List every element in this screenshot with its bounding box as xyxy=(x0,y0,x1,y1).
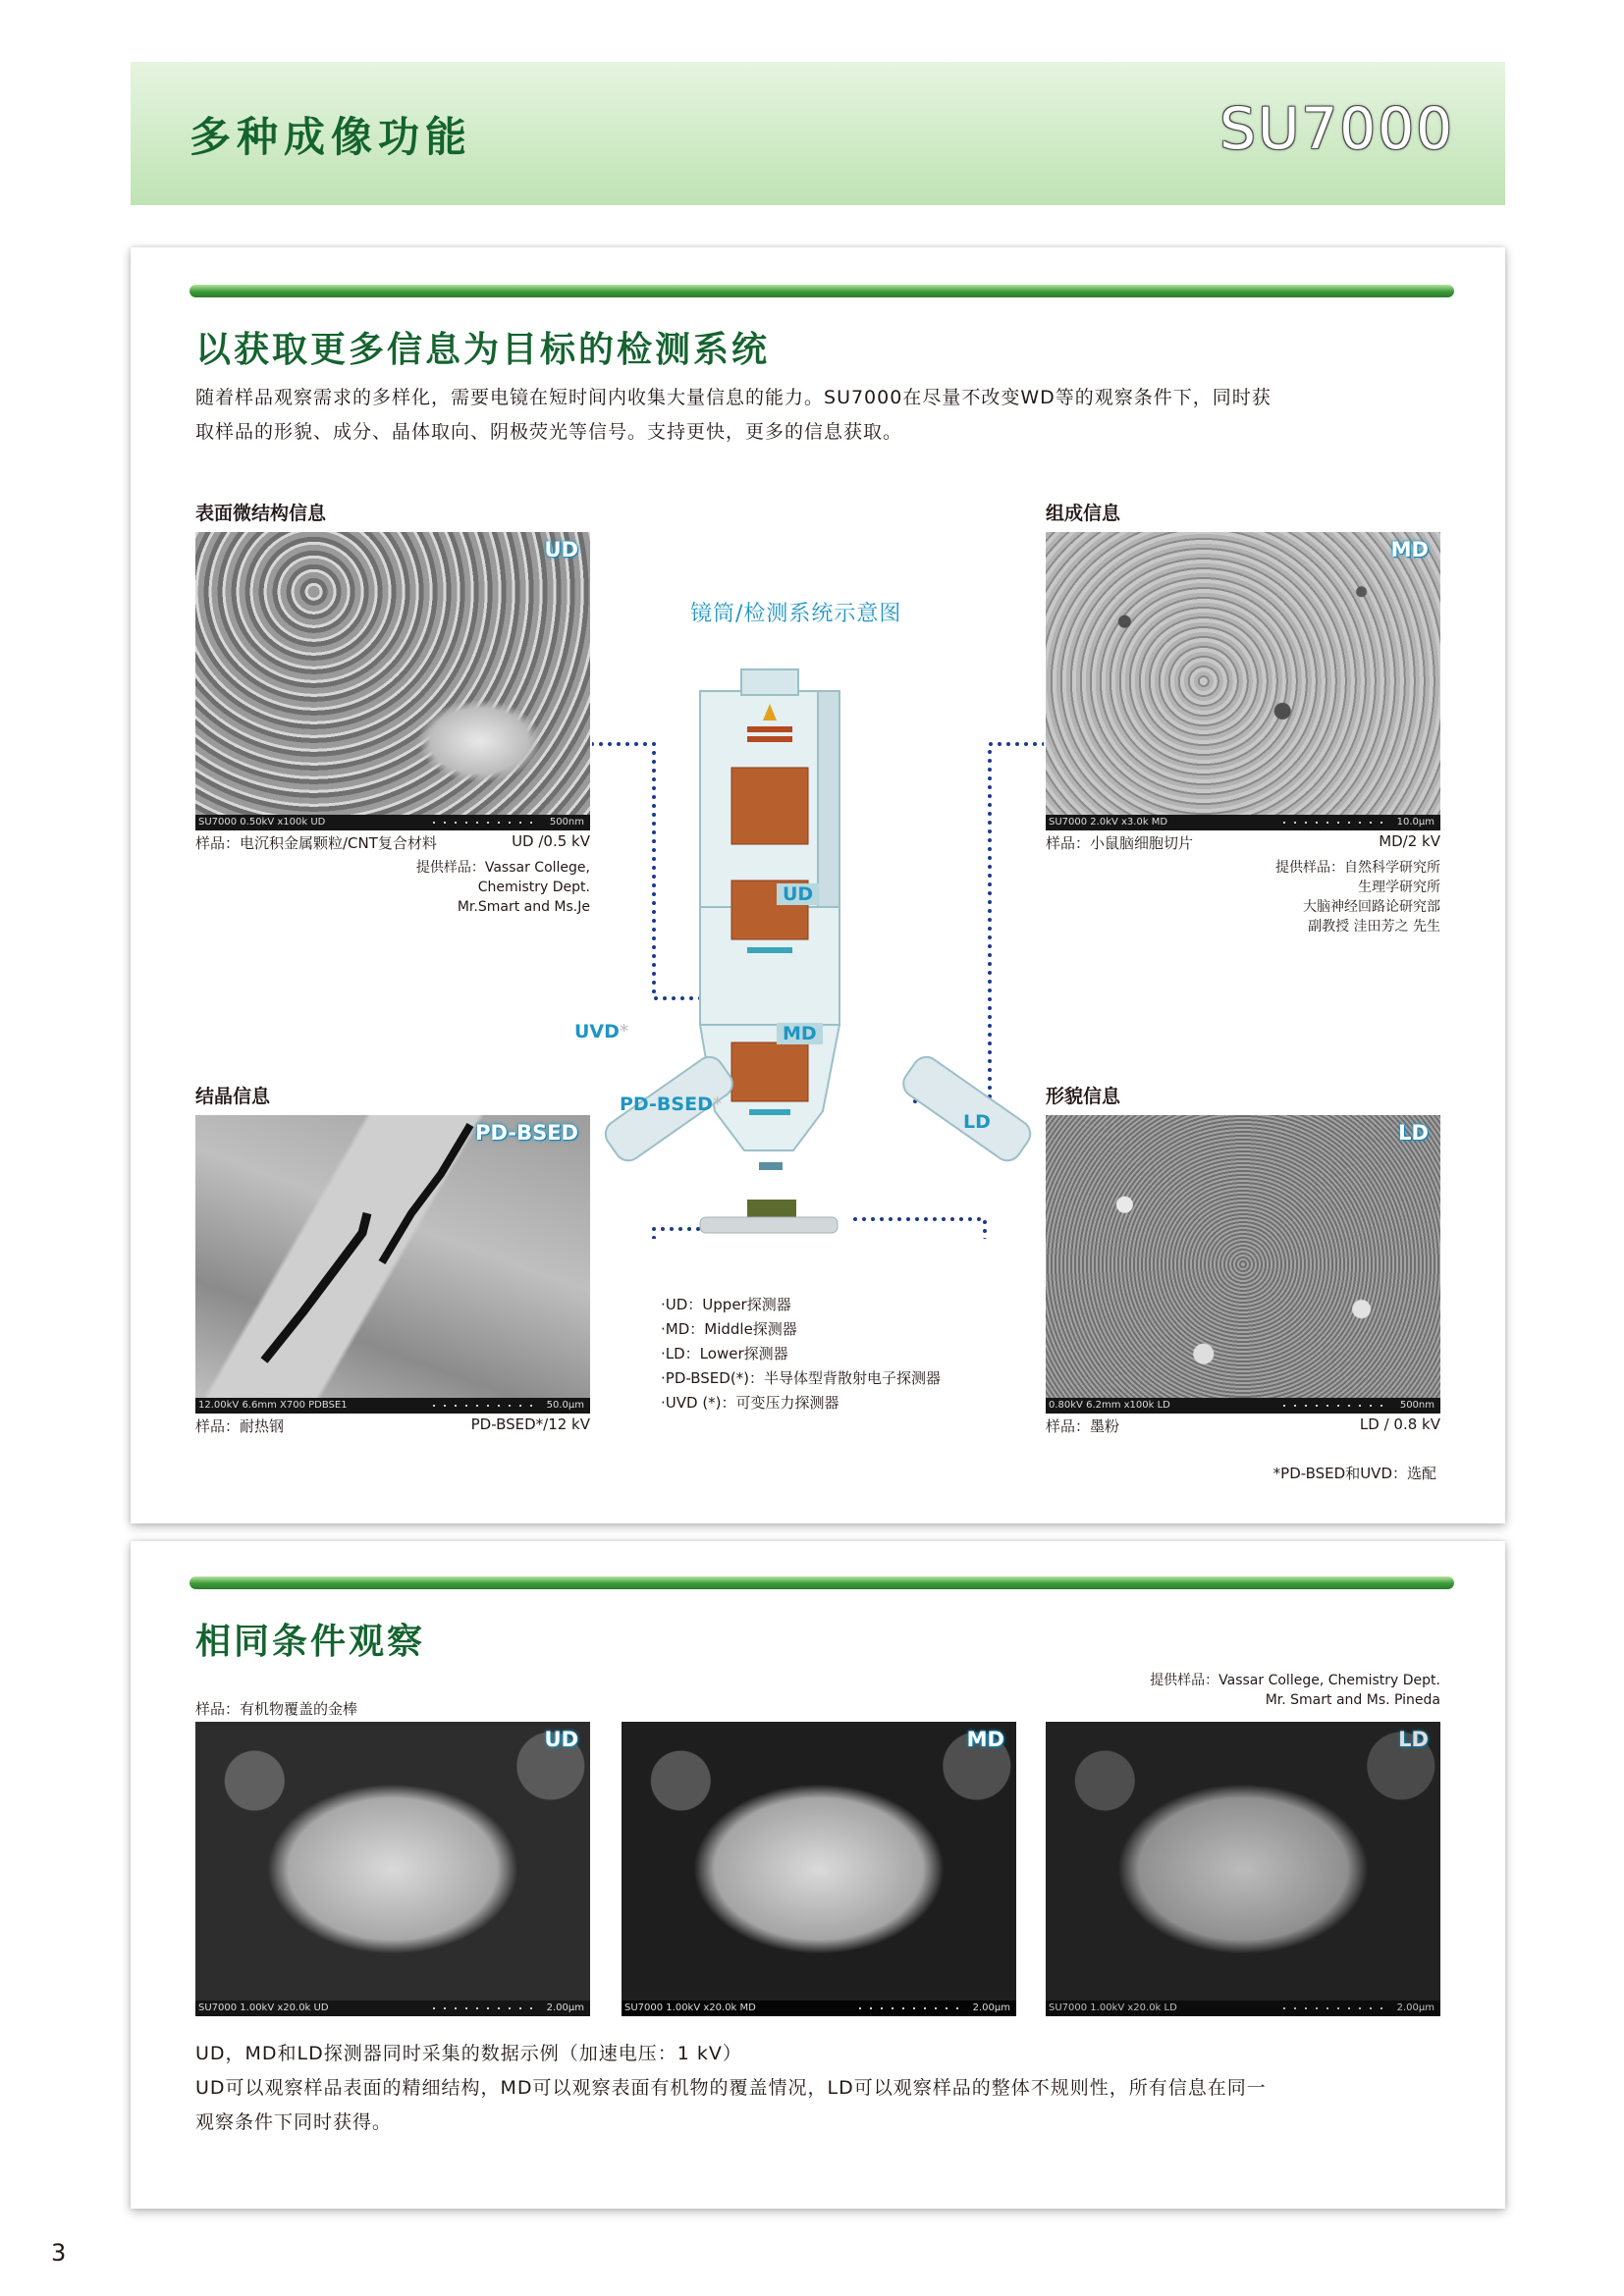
panel-label-surface: 表面微结构信息 xyxy=(195,503,327,524)
sem-info-text: 12.00kV 6.6mm X700 PDBSE1 xyxy=(198,1400,348,1411)
pdbsed-label-text: PD-BSED xyxy=(620,1094,713,1115)
sem-info-bar xyxy=(1046,2001,1440,2016)
column-diagram xyxy=(592,650,1044,1239)
scale-label: 2.00μm xyxy=(546,2002,584,2013)
sem-info-text: SU7000 1.00kV x20.0k UD xyxy=(198,2002,329,2013)
credit-line: 大脑神经回路论研究部 xyxy=(1303,899,1440,915)
sample-name: 样品：耐热钢 xyxy=(195,1417,285,1435)
credit-line: 提供样品：自然科学研究所 xyxy=(1275,860,1440,876)
credit-line: 提供样品：Vassar College, Chemistry Dept. xyxy=(1150,1673,1440,1688)
sem-info-bar xyxy=(195,815,590,830)
credit-line: 副教授 洼田芳之 先生 xyxy=(1308,919,1440,934)
sem-info-bar xyxy=(1046,1398,1440,1414)
sem-info-bar xyxy=(622,2001,1016,2016)
credit-line: Mr.Smart and Ms.Je xyxy=(457,899,590,915)
scale-label: 50.0μm xyxy=(546,1400,584,1411)
detector-tag: MD xyxy=(966,1728,1004,1751)
lens-objective xyxy=(731,1042,808,1101)
legend-item: ·PD-BSED(*)：半导体型背散射电子探测器 xyxy=(661,1369,942,1387)
detector-legend xyxy=(661,1293,941,1415)
section-divider xyxy=(189,1576,1454,1589)
sem-info-bar xyxy=(195,2001,590,2016)
scale-label: 2.00μm xyxy=(1396,2002,1435,2013)
sample-name: 样品：墨粉 xyxy=(1046,1417,1120,1435)
sem-image-ud xyxy=(195,1722,590,2016)
condenser-1 xyxy=(747,726,792,732)
sem-info-text: SU7000 2.0kV x3.0k MD xyxy=(1049,817,1168,828)
sample-name: 样品：小鼠脑细胞切片 xyxy=(1046,834,1194,852)
optional-footnote: *PD-BSED和UVD：选配 xyxy=(1272,1465,1436,1482)
observation-condition: MD/2 kV xyxy=(1379,832,1440,850)
sample-credit xyxy=(1146,858,1440,936)
legend-item: ·MD：Middle探测器 xyxy=(661,1320,797,1338)
condenser-2 xyxy=(747,736,792,742)
caption-line: UD可以观察样品表面的精细结构，MD可以观察表面有机物的覆盖情况，LD可以观察样品的整体不规则性，所有信息在同一 xyxy=(195,2077,1267,2099)
sem-image-surface xyxy=(195,532,590,830)
optional-mark: * xyxy=(619,1021,629,1042)
ud-detector xyxy=(747,947,792,953)
scale-ticks xyxy=(1283,1405,1391,1407)
section-title: 以获取更多信息为目标的检测系统 xyxy=(195,330,771,370)
sample-stage xyxy=(700,1217,838,1233)
ld-detector xyxy=(898,1051,1036,1165)
detection-system-panel xyxy=(131,247,1505,1523)
scale-label: 500nm xyxy=(1399,1400,1435,1411)
section-title: 相同条件观察 xyxy=(195,1622,426,1662)
sample xyxy=(747,1200,796,1219)
scale-ticks xyxy=(433,2007,541,2009)
scale-ticks xyxy=(1283,2007,1391,2009)
caption-line: 观察条件下同时获得。 xyxy=(195,2111,393,2133)
diagram-title: 镜筒/检测系统示意图 xyxy=(690,602,902,626)
panel-label-morphology: 形貌信息 xyxy=(1046,1086,1121,1107)
credit-line: 提供样品：Vassar College, xyxy=(415,860,590,876)
sample-name: 样品：电沉积金属颗粒/CNT复合材料 xyxy=(195,834,437,852)
scale-ticks xyxy=(1283,822,1391,824)
legend-item: ·UD：Upper探测器 xyxy=(661,1296,791,1313)
sample-name: 样品：有机物覆盖的金棒 xyxy=(195,1700,358,1718)
detector-tag: UD xyxy=(544,538,578,561)
page-title: 多种成像功能 xyxy=(189,113,473,161)
sem-info-text: 0.80kV 6.2mm x100k LD xyxy=(1049,1400,1170,1411)
detector-tag: LD xyxy=(1398,1728,1429,1751)
sample-credit xyxy=(1048,1671,1440,1710)
legend-item: ·LD：Lower探测器 xyxy=(661,1345,788,1362)
intro-line: 随着样品观察需求的多样化，需要电镜在短时间内收集大量信息的能力。SU7000在尽量不改变WD等的观察条件下，同时获 xyxy=(195,387,1272,408)
sample-credit xyxy=(296,858,590,917)
detector-tag: MD xyxy=(1390,538,1429,561)
section-divider xyxy=(189,285,1454,297)
caption-line: UD，MD和LD探测器同时采集的数据示例（加速电压：1 kV） xyxy=(195,2043,742,2064)
sem-info-text: SU7000 1.00kV x20.0k LD xyxy=(1049,2002,1177,2013)
credit-line: Mr. Smart and Ms. Pineda xyxy=(1265,1692,1440,1708)
same-condition-panel xyxy=(131,1541,1505,2209)
page-header xyxy=(131,62,1505,205)
uvd-label-text: UVD xyxy=(574,1021,620,1042)
sem-info-bar xyxy=(1046,815,1440,830)
scale-label: 500nm xyxy=(549,817,584,828)
sem-image-composition xyxy=(1046,532,1440,830)
sem-info-text: SU7000 0.50kV x100k UD xyxy=(198,817,326,828)
observation-caption xyxy=(195,2037,1462,2140)
md-label: MD xyxy=(777,1023,823,1044)
sem-image-crystal xyxy=(195,1115,590,1414)
detector-tag: UD xyxy=(544,1728,578,1751)
panel-label-composition: 组成信息 xyxy=(1046,503,1121,524)
scale-ticks xyxy=(433,1405,541,1407)
column-top xyxy=(741,669,798,695)
column-upper-side xyxy=(818,691,839,907)
legend-item: ·UVD (*)：可变压力探测器 xyxy=(661,1394,839,1412)
uvd-label xyxy=(574,1021,628,1042)
md-detector xyxy=(749,1109,790,1115)
scale-label: 10.0μm xyxy=(1396,817,1435,828)
page-number: 3 xyxy=(51,2239,67,2267)
observation-condition: UD /0.5 kV xyxy=(512,832,590,850)
crack-lines xyxy=(195,1115,590,1414)
pdbsed-label xyxy=(620,1094,722,1115)
detector-tag: LD xyxy=(1398,1121,1429,1145)
scale-ticks xyxy=(859,2007,967,2009)
sem-image-morphology xyxy=(1046,1115,1440,1414)
scale-label: 2.00μm xyxy=(972,2002,1010,2013)
sem-image-ld xyxy=(1046,1722,1440,2016)
intro-text xyxy=(195,381,1462,450)
observation-condition: PD-BSED*/12 kV xyxy=(470,1415,590,1433)
pdbsed-detector xyxy=(759,1162,783,1170)
ud-label: UD xyxy=(777,883,819,905)
connector-composition-md xyxy=(906,744,1044,1101)
intro-line: 取样品的形貌、成分、晶体取向、阴极荧光等信号。支持更快，更多的信息获取。 xyxy=(195,421,903,443)
scale-ticks xyxy=(433,822,541,824)
lens-upper xyxy=(731,768,808,844)
sem-image-md xyxy=(622,1722,1016,2016)
connector-morphology-ld xyxy=(847,1219,1044,1239)
model-name: SU7000 xyxy=(1219,95,1454,162)
observation-condition: LD / 0.8 kV xyxy=(1359,1415,1440,1433)
optional-mark: * xyxy=(712,1094,723,1115)
panel-label-crystal: 结晶信息 xyxy=(195,1086,271,1107)
sem-info-bar xyxy=(195,1398,590,1414)
credit-line: Chemistry Dept. xyxy=(477,880,590,895)
detector-tag: PD-BSED xyxy=(475,1121,578,1145)
credit-line: 生理学研究所 xyxy=(1358,880,1440,895)
ld-label: LD xyxy=(963,1111,991,1133)
sem-info-text: SU7000 1.00kV x20.0k MD xyxy=(624,2002,756,2013)
